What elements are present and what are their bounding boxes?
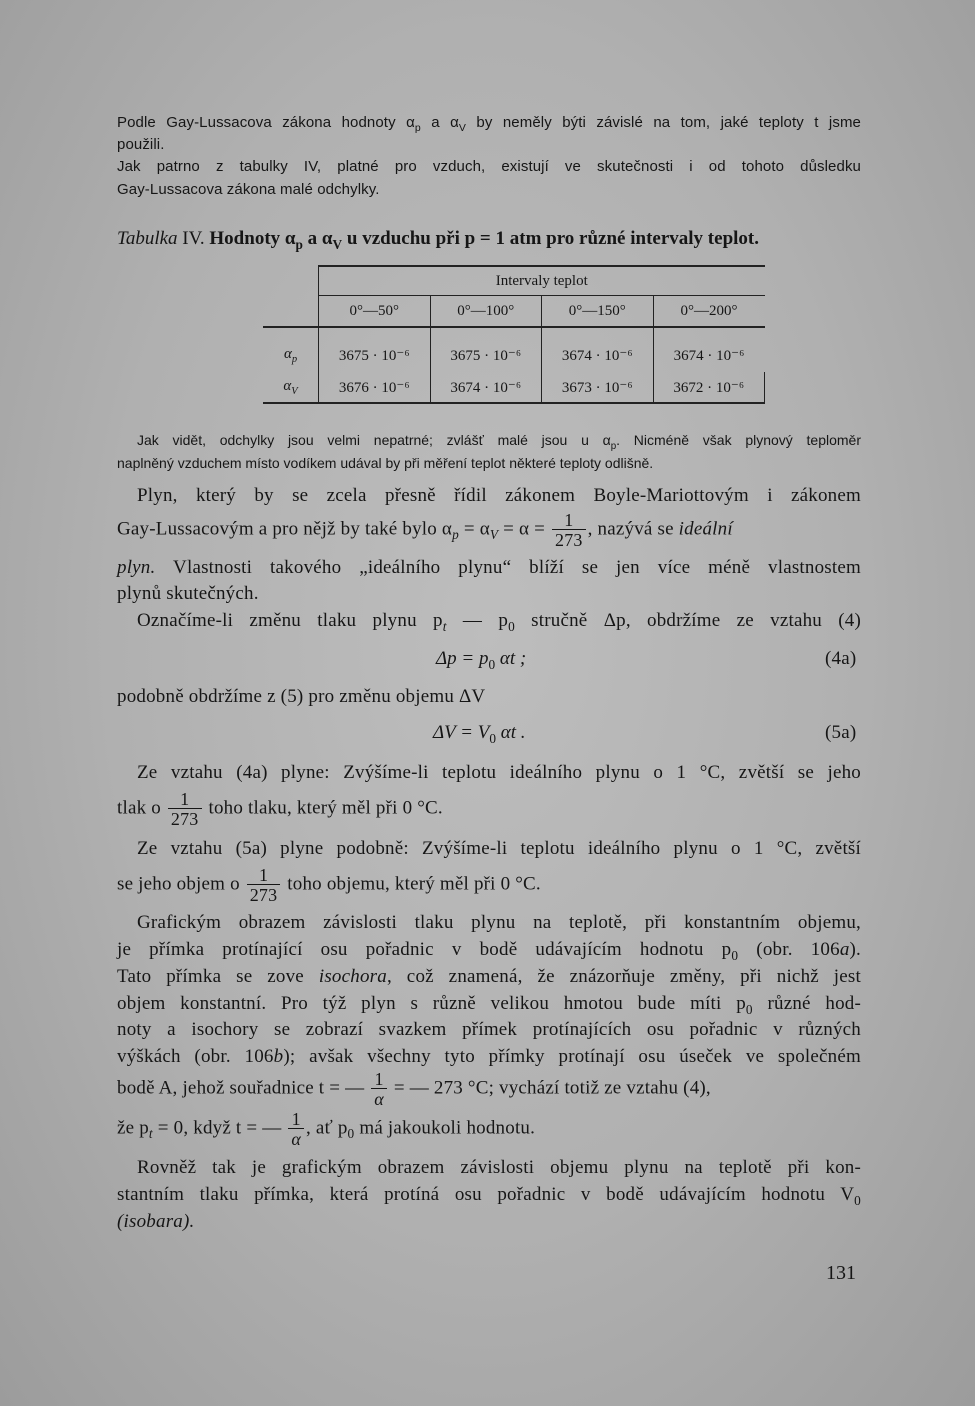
p6-l4-a: objem konstantní. Pro týž plyn s různě velikou hmotou bude míti p (117, 993, 746, 1014)
p6-line-5: noty a isochory se zobrazí svazkem přímek protínajících osu pořadnic v různých (117, 1019, 861, 1040)
row-label-p-alpha: α (283, 345, 292, 362)
intro-line-1 (117, 114, 861, 134)
p1-l2-sub-p: p (452, 527, 459, 543)
p2-l1-a: Označíme-li změnu tlaku plynu p (137, 610, 443, 631)
eq4a-rhs: αt ; (495, 648, 527, 669)
col-header-2: 0°—150° (542, 296, 654, 328)
p6-l2-d: ). (849, 939, 862, 960)
cell-p-3: 3674 · 10⁻⁶ (653, 327, 765, 372)
cell-p-0: 3675 · 10⁻⁶ (319, 327, 431, 372)
p6-l4-sub: 0 (745, 1001, 753, 1017)
note-l1-b: . Nicméně však plynový teploměr (616, 432, 861, 448)
table-group-header: Intervaly teplot (319, 266, 765, 296)
p6-l3-b: isochora (318, 966, 387, 987)
cell-p-2: 3674 · 10⁻⁶ (542, 327, 654, 372)
p6-l2-c: a (839, 939, 850, 960)
row-label-v-alpha: α (283, 377, 292, 394)
eq5a-sub: 0 (489, 730, 496, 746)
col-header-0: 0°—50° (319, 296, 431, 328)
intro-l1-mid: a α (420, 114, 459, 131)
p6-line-4 (117, 993, 861, 1018)
p4-fraction (168, 790, 202, 828)
table-row (263, 372, 765, 403)
table-caption (117, 228, 759, 253)
cell-p-1: 3675 · 10⁻⁶ (430, 327, 542, 372)
p5-frac-num: 1 (258, 865, 269, 885)
p1-line-2 (117, 511, 861, 549)
row-label-v (263, 372, 319, 403)
p7-line-3: (isobara). (117, 1211, 195, 1232)
caption-number: IV. (177, 228, 205, 249)
p5-fraction (247, 866, 281, 904)
p6-l7-a: bodě A, jehož souřadnice t = — (117, 1077, 370, 1099)
p1-frac-num: 1 (564, 510, 574, 530)
intro-l1-sub-p: p (414, 122, 421, 134)
equation-5a (433, 722, 526, 747)
p6-l7-b: = — 273 °C; vychází totiž ze vztahu (4), (388, 1077, 711, 1099)
intro-l1-a: Podle Gay-Lussacova zákona hodnoty α (117, 114, 415, 131)
p6-l8-sub-t: t (148, 1126, 153, 1142)
p2-l1-sub-0: 0 (508, 618, 515, 634)
p6-l7-frac-den: α (371, 1088, 387, 1108)
intro-l1-end: by neměly býti závislé na tom, jaké teploty t jsme (465, 114, 861, 131)
p7-line-1: Rovněž tak je grafickým obrazem závislosti objemu plynu na teplotě při kon- (137, 1157, 861, 1178)
table-corner-2 (263, 296, 319, 328)
p6-l8-a: že p (117, 1117, 149, 1139)
p7-l2-sub: 0 (854, 1192, 861, 1208)
col-header-1: 0°—100° (430, 296, 542, 328)
note-l1-a: Jak vidět, odchylky jsou velmi nepatrné; zvlášť malé jsou u α (137, 432, 611, 448)
p6-l7-fraction (371, 1070, 387, 1108)
p1-l3-b: Vlastnosti takového „ideálního plynu“ blíží se jen více méně vlastnostem (155, 557, 861, 578)
p4-l2-b: toho tlaku, který měl při 0 °C. (203, 797, 443, 819)
p6-l3-a: Tato přímka se zove (117, 966, 319, 987)
p4-l2-a: tlak o (117, 797, 166, 819)
p6-l8-d: má jakoukoli hodnotu. (354, 1117, 536, 1139)
caption-text-b: a α (302, 228, 333, 249)
p1-l3-a: plyn. (117, 557, 156, 578)
row-label-p-sub: p (291, 353, 298, 365)
p5-frac-den: 273 (247, 884, 281, 904)
p1-l2-d: , nazývá se (587, 518, 679, 540)
page-number: 131 (826, 1262, 856, 1284)
p6-l4-b: různé hod- (752, 993, 861, 1014)
p6-line-6 (117, 1046, 861, 1068)
p4-line-1: Ze vztahu (4a) plyne: Zvýšíme-li teplotu ideálního plynu o 1 °C, zvětší se jeho (137, 762, 861, 783)
p6-l2-sub: 0 (731, 947, 739, 963)
table-corner (263, 266, 319, 296)
p4-frac-num: 1 (180, 789, 190, 809)
p1-l2-a: Gay-Lussacovým a pro nějž by také bylo α (117, 518, 453, 540)
eq4a-lhs: Δp = p (436, 648, 489, 669)
p6-l8-c: , ať p (306, 1117, 348, 1139)
intro-line-2: použili. (117, 136, 165, 153)
eq4a-sub: 0 (488, 656, 496, 672)
p4-line-2 (117, 790, 443, 828)
intro-l1-sub-v: V (458, 122, 466, 134)
data-table (263, 265, 765, 404)
intro-line-4: Gay-Lussacova zákona malé odchylky. (117, 181, 380, 198)
caption-sub-v: V (332, 236, 343, 252)
equation-4a (436, 648, 526, 673)
row-label-v-sub: V (291, 385, 298, 397)
p1-line-4: plynů skutečných. (117, 583, 259, 604)
p1-line-1: Plyn, který by se zcela přesně řídil zákonem Boyle-Mariottovým i zákonem (137, 485, 861, 506)
p6-l8-fraction (288, 1110, 304, 1148)
p6-l8-b: = 0, když t = — (152, 1117, 287, 1139)
p6-line-7 (117, 1070, 861, 1108)
p2-l1-b: — p (446, 610, 509, 631)
p2-l1-c: stručně Δp, obdržíme ze vztahu (4) (514, 610, 861, 631)
p1-l2-sub-v: V (489, 527, 499, 543)
p5-l2-b: toho objemu, který měl při 0 °C. (282, 873, 541, 895)
p3-line: podobně obdržíme z (5) pro změnu objemu ΔV (117, 686, 486, 707)
cell-v-1: 3674 · 10⁻⁶ (430, 372, 542, 403)
p1-line-3 (117, 557, 861, 579)
p1-frac-den: 273 (552, 529, 586, 549)
p1-l2-e: ideální (678, 518, 733, 540)
p6-l6-c: ); avšak všechny tyto přímky protínají osu úseček ve společném (283, 1046, 861, 1067)
p6-line-2 (117, 939, 861, 964)
p5-line-2 (117, 866, 541, 904)
p6-line-8 (117, 1110, 535, 1148)
intro-line-3: Jak patrno z tabulky IV, platné pro vzduch, existují ve skutečnosti i od tohoto důsledku (117, 158, 861, 175)
equation-5a-label: (5a) (825, 722, 857, 743)
p6-l3-c: , což znamená, že znázorňuje změny, při nichž jest (386, 966, 861, 987)
p7-l2-a: stantním tlaku přímka, která protíná osu pořadnic v bodě udávajícím hodnotu V (117, 1184, 855, 1205)
note-line-1 (137, 432, 861, 452)
p6-l6-a: výškách (obr. 106 (117, 1046, 274, 1067)
p6-l8-frac-den: α (288, 1128, 304, 1148)
cell-v-2: 3673 · 10⁻⁶ (542, 372, 654, 403)
p6-l2-b: (obr. 106 (738, 939, 840, 960)
caption-text-a: Hodnoty α (204, 228, 296, 249)
p6-l6-b: b (273, 1046, 284, 1067)
caption-label: Tabulka (117, 228, 178, 249)
note-line-2: naplněný vzduchem místo vodíkem udával by při měření teplot některé teploty odlišně. (117, 455, 654, 471)
p6-l7-frac-num: 1 (374, 1069, 384, 1089)
p2-l1-sub-t: t (442, 618, 447, 634)
p6-line-3 (117, 966, 861, 988)
p6-l8-frac-num: 1 (291, 1109, 301, 1129)
p2-line-1 (137, 610, 861, 635)
equation-4a-label: (4a) (825, 648, 857, 669)
p6-line-1: Grafickým obrazem závislosti tlaku plynu na teplotě, při konstantním objemu, (137, 912, 861, 933)
p6-l8-sub-0: 0 (347, 1126, 355, 1142)
p1-fraction (552, 511, 586, 549)
col-header-3: 0°—200° (653, 296, 765, 328)
caption-text-c: u vzduchu při p = 1 atm pro různé intervaly teplot. (342, 228, 759, 249)
row-label-p (263, 327, 319, 372)
note-l1-sub: p (610, 440, 617, 452)
p5-l2-a: se jeho objem o (117, 873, 245, 895)
eq5a-lhs: ΔV = V (433, 722, 490, 743)
table-row (263, 327, 765, 372)
cell-v-3: 3672 · 10⁻⁶ (653, 372, 765, 403)
p6-l2-a: je přímka protínající osu pořadnic v bodě udávajícím hodnotu p (117, 939, 732, 960)
caption-sub-p: p (295, 236, 303, 252)
eq5a-rhs: αt . (496, 722, 526, 743)
p4-frac-den: 273 (168, 808, 202, 828)
p1-l2-c: = α = (498, 518, 551, 540)
p5-line-1: Ze vztahu (5a) plyne podobně: Zvýšíme-li teplotu ideálního plynu o 1 °C, zvětší (137, 838, 861, 859)
cell-v-0: 3676 · 10⁻⁶ (319, 372, 431, 403)
p1-l2-b: = α (458, 518, 490, 540)
p7-line-2 (117, 1184, 861, 1209)
